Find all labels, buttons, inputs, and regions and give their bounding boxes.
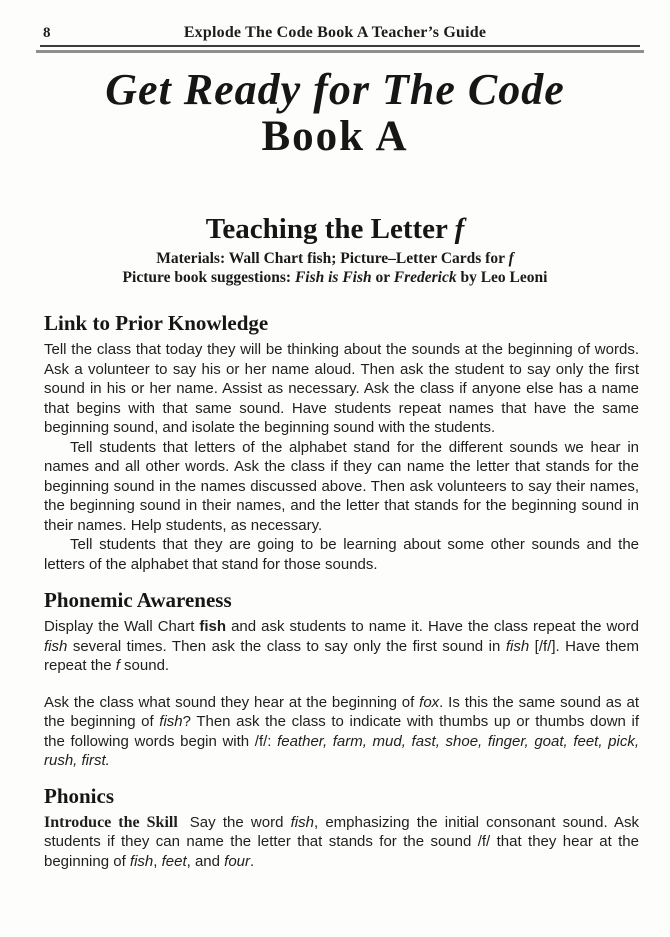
paragraph: Ask the class what sound they hear at the beginning of fox. Is this the same sound as at the beginning of fish? Then ask the class to indicate with thumbs up or thumbs down if the following words begin with /f/: feather, farm, mud, fast, shoe, finger, goat, feet, pick, rush, first. (44, 693, 639, 770)
paragraph: Tell the class that today they will be thinking about the sounds at the beginning of words. Ask a volunteer to say his or her name aloud. Then ask the student to say only the first sound in his or her name. Assist as necessary. Ask the class if anyone else has a name that begins with that same sound. Have students repeat names that have the same beginning sound, and isolate the beginning sound with the students. (44, 341, 639, 437)
lesson-title: Teaching the Letter f (205, 212, 465, 245)
running-header-title: Explode The Code Book A Teacher’s Guide (183, 24, 487, 41)
paragraph: Tell students that letters of the alphabet stand for the different sounds we hear in names and all other words. Ask the class if they can name the letter that stands for the beginning sound in the names discussed above. Then ask volunteers to say their names, the beginning sound in their names, and the letter that stands for the beginning sound in their names. Help students, as necessary. (44, 438, 639, 534)
series-title: Get Ready for The Code (105, 65, 565, 114)
suggestions-line: Picture book suggestions: Fish is Fish or Frederick by Leo Leoni (122, 268, 548, 286)
paragraph: Tell students that they are going to be learning about some other sounds and the letters of the alphabet that stand for those sounds. (44, 536, 639, 573)
materials-line: Materials: Wall Chart fish; Picture–Letter Cards for f (156, 250, 514, 268)
header-rule-thick (36, 50, 644, 53)
page-number: 8 (43, 25, 51, 41)
book-title: Book A (261, 113, 409, 161)
lesson-materials (0, 250, 670, 287)
paragraph: Introduce the Skill Say the word fish, emphasizing the initial consonant sound. Ask students if they can name the letter that stands for the sound /f/ that they hear at the beginning of fish, feet, and four. (44, 813, 639, 870)
header-rule-thin (40, 45, 640, 47)
paragraph: Display the Wall Chart fish and ask students to name it. Have the class repeat the word fish several times. Then ask the class to say only the first sound in fish [/f/]. Have them repeat the f sound. (44, 618, 640, 675)
section-heading-link-to-prior-knowledge: Link to Prior Knowledge (44, 311, 269, 336)
section-heading-phonemic-awareness: Phonemic Awareness (44, 588, 232, 613)
section-heading-phonics: Phonics (44, 783, 115, 808)
page-body (44, 311, 639, 871)
running-header (0, 24, 670, 44)
